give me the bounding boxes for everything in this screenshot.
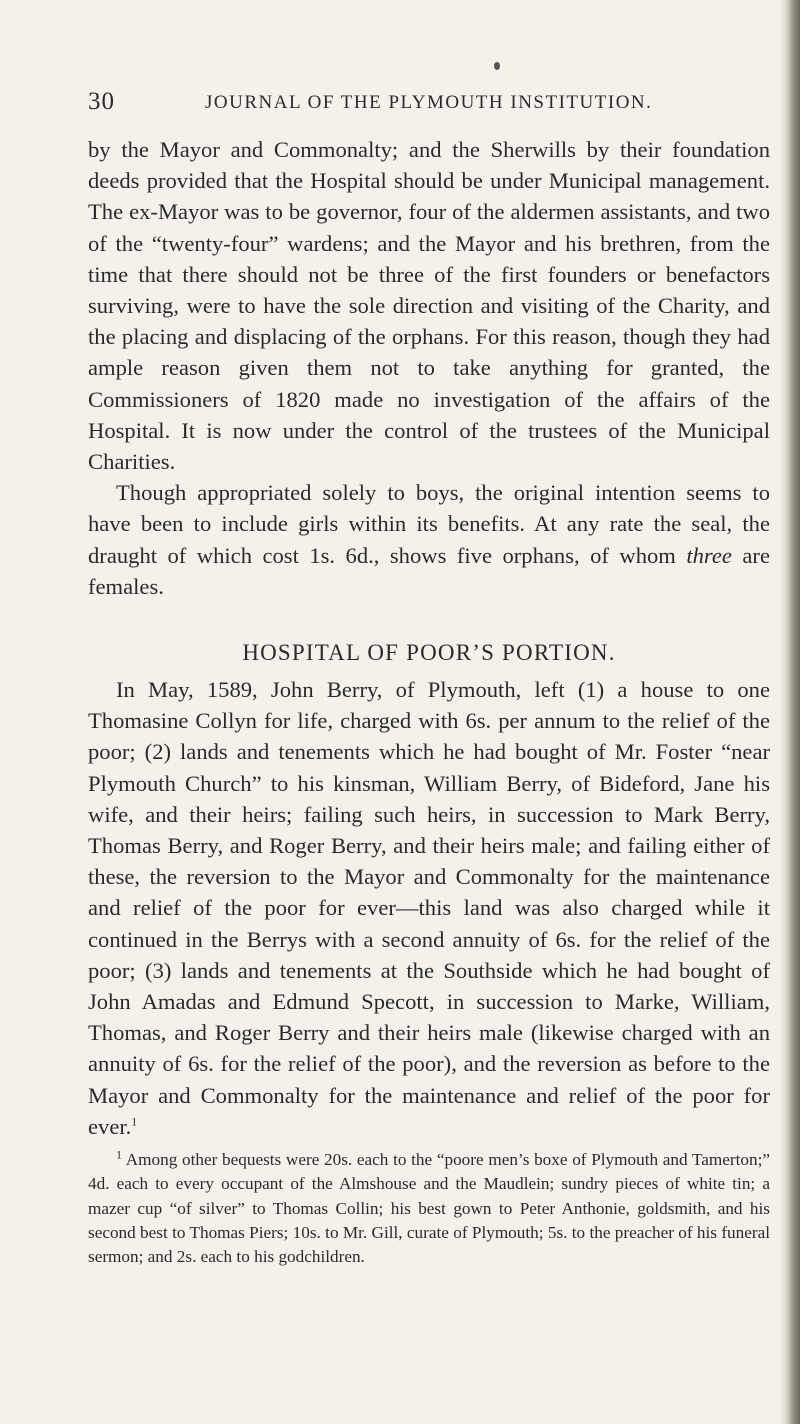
paragraph-2-end: are females. [88, 542, 770, 599]
page-number: 30 [88, 88, 115, 115]
main-text [88, 134, 770, 1286]
footnote-text: Among other bequests were 20s. each to the “poore men’s boxe of Plymouth and Tamerton;” 4d. each to every occupant of the Almshouse and the Maudlein; sundry pieces of white tin; a mazer cup “of silver” to Thomas Collin; his best gown to Peter Anthonie, goldsmith, and his second best to Thomas Piers; 10s. to Mr. Gill, curate of Plymouth; 5s. to the preacher of his funeral sermon; and 2s. each to his godchildren. [88, 1150, 770, 1266]
page-header [88, 88, 768, 118]
paragraph-3 [88, 674, 770, 1142]
paragraph-2 [88, 477, 770, 602]
footnote-marker: 1 [116, 1147, 122, 1162]
running-head: JOURNAL OF THE PLYMOUTH INSTITUTION. [205, 92, 653, 113]
section-heading: HOSPITAL OF POOR’S PORTION. [242, 640, 616, 666]
footnote [88, 1148, 770, 1269]
paragraph-2-emphasis: three [686, 542, 732, 568]
paragraph-1: by the Mayor and Commonalty; and the Sherwills by their foundation deeds provided that the Hospital should be under Municipal management. The ex-Mayor was to be governor, four of the aldermen assistants, and two of the “twenty-four” wardens; and the Mayor and his brethren, from the time that there should not be three of the first founders or benefactors surviving, were to have the sole direction and visiting of the Charity, and the placing and displacing of the orphans. For this reason, though they had ample reason given them not to take anything for granted, the Commissioners of 1820 made no investigation of the affairs of the Hospital. It is now under the control of the trustees of the Municipal Charities. [88, 137, 770, 475]
paragraph-2-start: Though appropriated solely to boys, the original intention seems to have been to include girls within its benefits. At any rate the seal, the draught of which cost 1s. 6d., shows five orphans, of whom [88, 480, 770, 568]
page-edge-shadow [780, 0, 800, 1424]
ink-speck [494, 62, 500, 70]
paragraph-3-text: In May, 1589, John Berry, of Plymouth, left (1) a house to one Thomasine Collyn for life, charged with 6s. per annum to the relief of the poor; (2) lands and tenements which he had bought of Mr. Foster “near Plymouth Church” to his kinsman, William Berry, of Bideford, Jane his wife, and their heirs; failing such heirs, in succession to Mark Berry, Thomas Berry, and Roger Berry, and their heirs male; and failing either of these, the reversion to the Mayor and Commonalty for the maintenance and relief of the poor for ever—this land was also charged while it continued in the Berrys with a second annuity of 6s. for the relief of the poor; (3) lands and tenements at the Southside which he had bought of John Amadas and Edmund Specott, in succession to Marke, William, Thomas, and Roger Berry and their heirs male (likewise charged with an annuity of 6s. for the relief of the poor), and the reversion as before to the Mayor and Commonalty for the maintenance and relief of the poor for ever. [88, 677, 770, 1139]
footnote-reference: 1 [131, 1114, 138, 1129]
